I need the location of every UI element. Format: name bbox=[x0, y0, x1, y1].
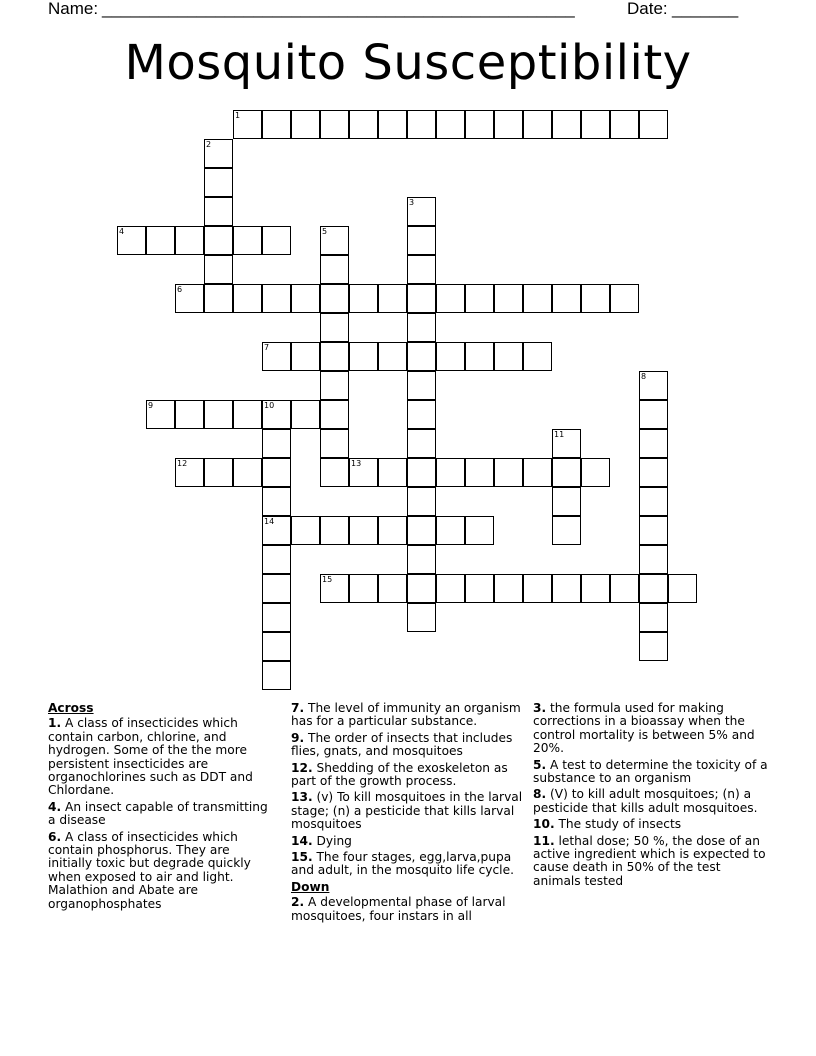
grid-cell[interactable] bbox=[407, 458, 436, 487]
grid-cell[interactable] bbox=[407, 429, 436, 458]
cell-number: 15 bbox=[322, 575, 333, 584]
cell-number: 7 bbox=[264, 343, 270, 352]
grid-cell[interactable] bbox=[639, 429, 668, 458]
grid-cell[interactable] bbox=[494, 110, 523, 139]
grid-cell[interactable] bbox=[378, 110, 407, 139]
cell-number: 4 bbox=[119, 227, 125, 236]
grid-cell[interactable] bbox=[349, 458, 378, 487]
grid-cell[interactable] bbox=[146, 400, 175, 429]
grid-cell[interactable] bbox=[349, 342, 378, 371]
grid-cell[interactable] bbox=[494, 574, 523, 603]
date-label: Date: bbox=[627, 0, 668, 18]
grid-cell[interactable] bbox=[407, 487, 436, 516]
clue-down-10: 10. The study of insects bbox=[533, 817, 682, 832]
clue-across-1: 1. A class of insecticides which contain carbon, chlorine, and hydrogen. Some of the the more persistent insecticides are organochlorines such as DDT and Chlordane. bbox=[48, 716, 253, 798]
grid-cell[interactable] bbox=[668, 574, 697, 603]
grid-cell[interactable] bbox=[378, 516, 407, 545]
grid-cell[interactable] bbox=[262, 603, 291, 632]
grid-cell[interactable] bbox=[378, 342, 407, 371]
grid-cell[interactable] bbox=[494, 342, 523, 371]
grid-cell[interactable] bbox=[465, 110, 494, 139]
grid-cell[interactable] bbox=[204, 458, 233, 487]
grid-cell[interactable] bbox=[407, 255, 436, 284]
grid-cell[interactable] bbox=[262, 458, 291, 487]
grid-cell[interactable] bbox=[320, 284, 349, 313]
clue-down-11: 11. lethal dose; 50 %, the dose of an active ingredient which is expected to cause death in 50% of the test animals tested bbox=[533, 833, 766, 888]
clue-across-15: 15. The four stages, egg,larva,pupa and adult, in the mosquito life cycle. bbox=[291, 850, 514, 878]
grid-cell[interactable] bbox=[204, 226, 233, 255]
clues-column-1 bbox=[48, 702, 273, 914]
grid-cell[interactable] bbox=[378, 574, 407, 603]
page-title: Mosquito Susceptibility bbox=[124, 35, 692, 91]
cell-number: 11 bbox=[554, 430, 565, 439]
grid-cell[interactable] bbox=[407, 371, 436, 400]
grid-cell[interactable] bbox=[291, 400, 320, 429]
across-heading: Across bbox=[48, 701, 94, 715]
grid-cell[interactable] bbox=[262, 487, 291, 516]
grid-cell[interactable] bbox=[204, 197, 233, 226]
grid-cell[interactable] bbox=[552, 516, 581, 545]
name-line[interactable]: __________________________________________________ bbox=[102, 0, 575, 18]
grid-cell[interactable] bbox=[639, 545, 668, 574]
grid-cell[interactable] bbox=[436, 110, 465, 139]
clue-across-13: 13. (v) To kill mosquitoes in the larval stage; (n) a pesticide that kills larval mosquitoes bbox=[291, 790, 523, 832]
grid-cell[interactable] bbox=[146, 226, 175, 255]
grid-cell[interactable] bbox=[349, 516, 378, 545]
grid-cell[interactable] bbox=[262, 661, 291, 690]
grid-cell[interactable] bbox=[233, 458, 262, 487]
grid-cell[interactable] bbox=[291, 110, 320, 139]
grid-cell[interactable] bbox=[639, 458, 668, 487]
grid-cell[interactable] bbox=[407, 603, 436, 632]
grid-cell[interactable] bbox=[465, 458, 494, 487]
grid-cell[interactable] bbox=[639, 371, 668, 400]
grid-cell[interactable] bbox=[262, 429, 291, 458]
grid-cell[interactable] bbox=[523, 574, 552, 603]
clue-down-5: 5. A test to determine the toxicity of a substance to an organism bbox=[533, 757, 768, 786]
grid-cell[interactable] bbox=[436, 516, 465, 545]
grid-cell[interactable] bbox=[262, 632, 291, 661]
grid-cell[interactable] bbox=[407, 197, 436, 226]
cell-number: 3 bbox=[409, 198, 415, 207]
cell-number: 5 bbox=[322, 227, 328, 236]
grid-cell[interactable] bbox=[291, 342, 320, 371]
grid-cell[interactable] bbox=[639, 603, 668, 632]
grid-cell[interactable] bbox=[175, 284, 204, 313]
clues-column-3 bbox=[533, 702, 768, 891]
grid-cell[interactable] bbox=[262, 545, 291, 574]
grid-cell[interactable] bbox=[320, 574, 349, 603]
clue-across-7: 7. The level of immunity an organism has for a particular substance. bbox=[291, 701, 521, 729]
grid-cell[interactable] bbox=[639, 516, 668, 545]
grid-cell[interactable] bbox=[523, 284, 552, 313]
grid-cell[interactable] bbox=[320, 371, 349, 400]
clue-down-2: 2. A developmental phase of larval mosquitoes, four instars in all bbox=[291, 895, 506, 923]
grid-cell[interactable] bbox=[407, 342, 436, 371]
grid-cell[interactable] bbox=[378, 458, 407, 487]
grid-cell[interactable] bbox=[523, 458, 552, 487]
grid-cell[interactable] bbox=[639, 110, 668, 139]
grid-cell[interactable] bbox=[204, 168, 233, 197]
grid-cell[interactable] bbox=[407, 574, 436, 603]
grid-cell[interactable] bbox=[610, 574, 639, 603]
grid-cell[interactable] bbox=[465, 516, 494, 545]
grid-cell[interactable] bbox=[639, 574, 668, 603]
grid-cell[interactable] bbox=[639, 487, 668, 516]
grid-cell[interactable] bbox=[262, 342, 291, 371]
cell-number: 9 bbox=[148, 401, 154, 410]
grid-cell[interactable] bbox=[552, 487, 581, 516]
grid-cell[interactable] bbox=[233, 400, 262, 429]
grid-cell[interactable] bbox=[262, 284, 291, 313]
grid-cell[interactable] bbox=[581, 574, 610, 603]
grid-cell[interactable] bbox=[552, 284, 581, 313]
grid-cell[interactable] bbox=[291, 516, 320, 545]
grid-cell[interactable] bbox=[204, 255, 233, 284]
grid-cell[interactable] bbox=[407, 516, 436, 545]
grid-cell[interactable] bbox=[407, 545, 436, 574]
grid-cell[interactable] bbox=[581, 284, 610, 313]
grid-cell[interactable] bbox=[349, 110, 378, 139]
grid-cell[interactable] bbox=[262, 516, 291, 545]
grid-cell[interactable] bbox=[581, 110, 610, 139]
grid-cell[interactable] bbox=[436, 284, 465, 313]
grid-cell[interactable] bbox=[407, 110, 436, 139]
grid-cell[interactable] bbox=[465, 574, 494, 603]
grid-cell[interactable] bbox=[204, 139, 233, 168]
grid-cell[interactable] bbox=[175, 226, 204, 255]
grid-cell[interactable] bbox=[233, 284, 262, 313]
grid-cell[interactable] bbox=[465, 342, 494, 371]
cell-number: 10 bbox=[264, 401, 275, 410]
clue-across-6: 6. A class of insecticides which contain phosphorus. They are initially toxic but degrade quickly when exposed to air and light. Malathion and Abate are organophosphates bbox=[48, 829, 251, 911]
grid-cell[interactable] bbox=[523, 110, 552, 139]
grid-cell[interactable] bbox=[204, 400, 233, 429]
clues-column-2 bbox=[291, 702, 527, 926]
grid-cell[interactable] bbox=[349, 284, 378, 313]
grid-cell[interactable] bbox=[262, 574, 291, 603]
grid-cell[interactable] bbox=[610, 284, 639, 313]
clue-across-12: 12. Shedding of the exoskeleton as part of the growth process. bbox=[291, 760, 508, 789]
clue-down-8: 8. (V) to kill adult mosquitoes; (n) a pesticide that kills adult mosquitoes. bbox=[533, 787, 758, 815]
grid-cell[interactable] bbox=[175, 458, 204, 487]
grid-cell[interactable] bbox=[175, 400, 204, 429]
cell-number: 8 bbox=[641, 372, 647, 381]
grid-cell[interactable] bbox=[320, 429, 349, 458]
grid-cell[interactable] bbox=[581, 458, 610, 487]
grid-cell[interactable] bbox=[552, 429, 581, 458]
grid-cell[interactable] bbox=[378, 284, 407, 313]
grid-cell[interactable] bbox=[204, 284, 233, 313]
grid-cell[interactable] bbox=[407, 226, 436, 255]
grid-cell[interactable] bbox=[320, 458, 349, 487]
grid-cell[interactable] bbox=[610, 110, 639, 139]
grid-cell[interactable] bbox=[320, 226, 349, 255]
grid-cell[interactable] bbox=[233, 110, 262, 139]
cell-number: 6 bbox=[177, 285, 183, 294]
grid-cell[interactable] bbox=[349, 574, 378, 603]
cell-number: 1 bbox=[235, 111, 241, 120]
grid-cell[interactable] bbox=[639, 400, 668, 429]
grid-cell[interactable] bbox=[494, 284, 523, 313]
grid-cell[interactable] bbox=[320, 110, 349, 139]
grid-cell[interactable] bbox=[320, 255, 349, 284]
grid-cell[interactable] bbox=[523, 342, 552, 371]
clue-across-14: 14. Dying bbox=[291, 833, 352, 848]
grid-cell[interactable] bbox=[407, 313, 436, 342]
name-label: Name: bbox=[48, 0, 99, 18]
grid-cell[interactable] bbox=[320, 400, 349, 429]
clue-across-9: 9. The order of insects that includes flies, gnats, and mosquitoes bbox=[291, 730, 513, 759]
grid-cell[interactable] bbox=[552, 110, 581, 139]
clue-down-3: 3. the formula used for making corrections in a bioassay when the control mortality is between 5% and 20%. bbox=[533, 701, 755, 756]
cell-number: 2 bbox=[206, 140, 212, 149]
grid-cell[interactable] bbox=[262, 110, 291, 139]
grid-cell[interactable] bbox=[262, 400, 291, 429]
grid-cell[interactable] bbox=[291, 284, 320, 313]
cell-number: 14 bbox=[264, 517, 275, 526]
grid-cell[interactable] bbox=[436, 574, 465, 603]
grid-cell[interactable] bbox=[407, 284, 436, 313]
grid-cell[interactable] bbox=[233, 226, 262, 255]
grid-cell[interactable] bbox=[407, 400, 436, 429]
grid-cell[interactable] bbox=[436, 458, 465, 487]
clue-across-4: 4. An insect capable of transmitting a disease bbox=[48, 799, 268, 828]
date-line[interactable]: _______ bbox=[672, 0, 739, 18]
grid-cell[interactable] bbox=[436, 342, 465, 371]
grid-cell[interactable] bbox=[639, 632, 668, 661]
grid-cell[interactable] bbox=[494, 458, 523, 487]
grid-cell[interactable] bbox=[320, 516, 349, 545]
grid-cell[interactable] bbox=[320, 313, 349, 342]
grid-cell[interactable] bbox=[552, 574, 581, 603]
grid-cell[interactable] bbox=[117, 226, 146, 255]
cell-number: 13 bbox=[351, 459, 362, 468]
cell-number: 12 bbox=[177, 459, 188, 468]
down-heading: Down bbox=[291, 879, 330, 894]
grid-cell[interactable] bbox=[320, 342, 349, 371]
grid-cell[interactable] bbox=[465, 284, 494, 313]
grid-cell[interactable] bbox=[552, 458, 581, 487]
grid-cell[interactable] bbox=[262, 226, 291, 255]
